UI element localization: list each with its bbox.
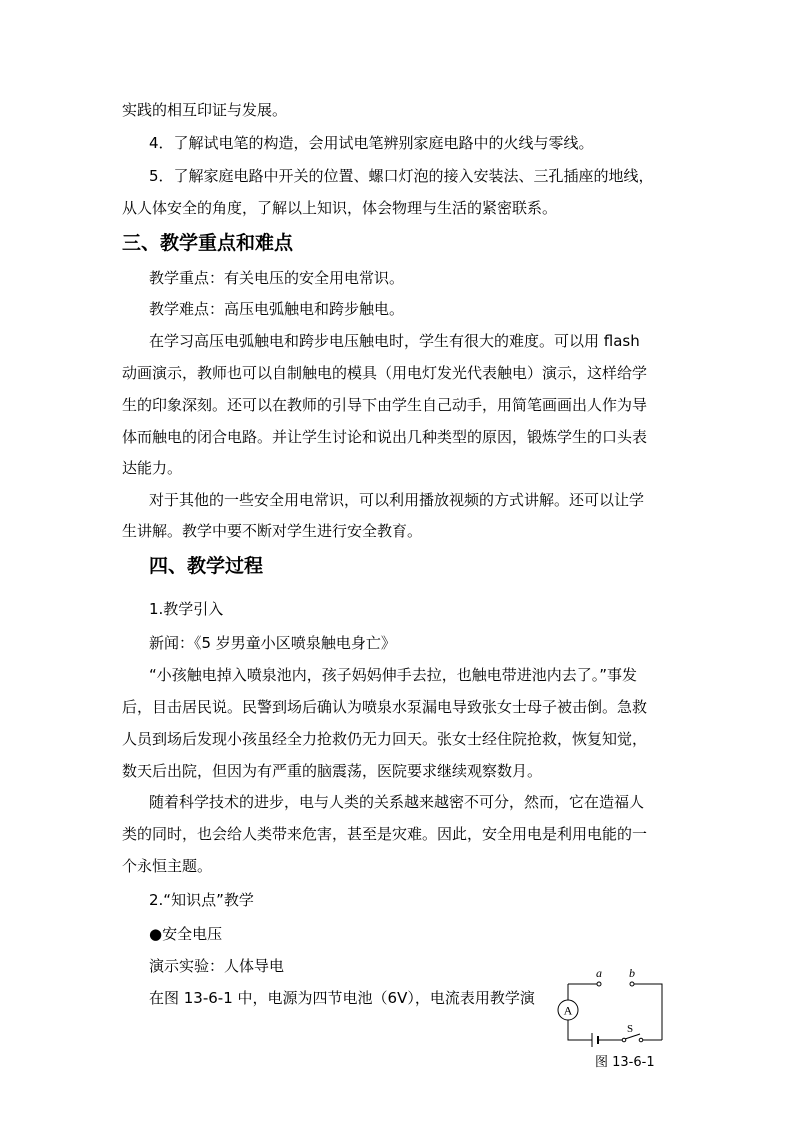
ammeter-label: A [563, 1003, 573, 1018]
section-heading: 三、教学重点和难点 [122, 232, 294, 254]
text-line: 在学习高压电弧触电和跨步电压触电时，学生有很大的难度。可以用 flash [149, 332, 640, 350]
text-line: 个永恒主题。 [122, 857, 213, 875]
text-line: 达能力。 [122, 459, 183, 477]
text-line: 新闻：《5 岁男童小区喷泉触电身亡》 [149, 634, 396, 652]
text-line: 后，目击居民说。民警到场后确认为喷泉水泵漏电导致张女士母子被击倒。急救 [122, 698, 648, 716]
text-line: 生的印象深刻。还可以在教师的引导下由学生自己动手，用简笔画画出人作为导 [122, 396, 648, 414]
text-line: 演示实验：人体导电 [149, 957, 285, 975]
text-line: 教学重点：有关电压的安全用电常识。 [149, 269, 405, 287]
text-line: 从人体安全的角度，了解以上知识，体会物理与生活的紧密联系。 [122, 199, 558, 217]
text-line: 类的同时，也会给人类带来危害，甚至是灾难。因此，安全用电是利用电能的一 [122, 825, 648, 843]
text-line: 人员到场后发现小孩虽经全力抢救仍无力回天。张女士经住院抢救，恢复知觉， [122, 730, 648, 748]
text-line: 教学难点：高压电弧触电和跨步触电。 [149, 300, 405, 318]
wire [634, 984, 662, 1040]
label-b: b [629, 966, 635, 980]
text-line: ●安全电压 [149, 925, 223, 943]
section-heading: 四、教学过程 [149, 555, 264, 577]
text-line: 4．了解试电笔的构造，会用试电笔辨别家庭电路中的火线与零线。 [149, 134, 594, 152]
text-line: 实践的相互印证与发展。 [122, 101, 288, 119]
text-line: 2.“知识点”教学 [149, 891, 254, 909]
terminal-b [630, 982, 634, 986]
text-line: 在图 13-6-1 中，电源为四节电池（6V），电流表用教学演 [149, 989, 535, 1007]
text-line: 5．了解家庭电路中开关的位置、螺口灯泡的接入安装法、三孔插座的地线， [149, 167, 654, 185]
text-line: 对于其他的一些安全用电常识，可以利用播放视频的方式讲解。还可以让学 [149, 491, 645, 509]
text-line: 1.教学引入 [149, 600, 224, 618]
text-line: 体而触电的闭合电路。并让学生讨论和说出几种类型的原因，锻炼学生的口头表 [122, 428, 648, 446]
text-line: 数天后出院，但因为有严重的脑震荡，医院要求继续观察数月。 [122, 762, 543, 780]
switch-contact [639, 1038, 643, 1042]
label-a: a [596, 966, 602, 980]
text-line: 随着科学技术的进步，电与人类的关系越来越密不可分，然而，它在造福人 [149, 793, 645, 811]
text-line: 动画演示，教师也可以自制触电的模具（用电灯发光代表触电）演示，这样给学 [122, 364, 648, 382]
terminal-a [597, 982, 601, 986]
label-s: S [626, 1023, 634, 1035]
wire [568, 1020, 592, 1040]
text-line: 生讲解。教学中要不断对学生进行安全教育。 [122, 522, 423, 540]
figure-caption: 图 13-6-1 [595, 1055, 655, 1070]
text-line: “小孩触电掉入喷泉池内，孩子妈妈伸手去拉，也触电带进池内去了。”事发 [149, 666, 638, 684]
